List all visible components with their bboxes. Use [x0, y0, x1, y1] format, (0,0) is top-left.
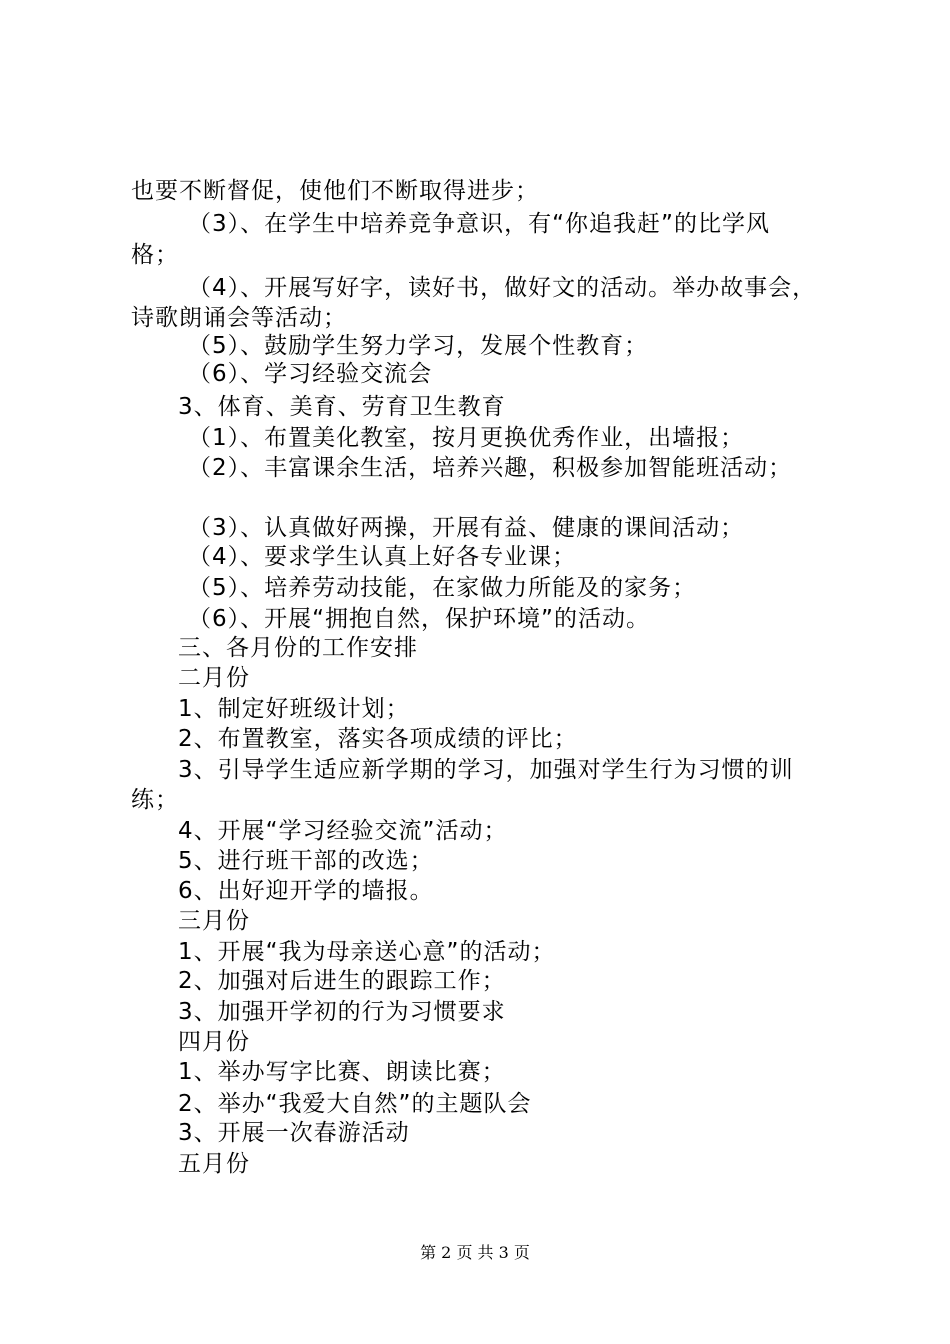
text-line: 也要不断督促，使他们不断取得进步； — [131, 178, 539, 204]
text-line: 3、加强开学初的行为习惯要求 — [178, 999, 506, 1025]
text-line: 2、举办“我爱大自然”的主题队会 — [178, 1091, 532, 1117]
text-line: 3、引导学生适应新学期的学习，加强对学生行为习惯的训 — [178, 757, 794, 783]
text-line: （3）、认真做好两操，开展有益、健康的课间活动； — [188, 515, 745, 541]
text-line: 二月份 — [178, 665, 250, 691]
text-line: 2、加强对后进生的跟踪工作； — [178, 968, 506, 994]
text-line: 3、体育、美育、劳育卫生教育 — [178, 394, 506, 420]
text-line: （6）、开展“拥抱自然，保护环境”的活动。 — [188, 606, 650, 632]
text-line: 5、进行班干部的改选； — [178, 848, 434, 874]
text-line: 2、布置教室，落实各项成绩的评比； — [178, 726, 578, 752]
text-line: 4、开展“学习经验交流”活动； — [178, 818, 508, 844]
text-line: 三月份 — [178, 908, 250, 934]
page-number-footer: 第 2 页 共 3 页 — [420, 1243, 530, 1262]
text-line: （5）、鼓励学生努力学习，发展个性教育； — [188, 333, 649, 359]
text-line: （6）、学习经验交流会 — [188, 361, 433, 387]
text-line: 6、出好迎开学的墙报。 — [178, 878, 434, 904]
text-line: 四月份 — [178, 1029, 250, 1055]
text-line: 1、制定好班级计划； — [178, 696, 410, 722]
text-line: 格； — [131, 242, 179, 268]
text-line: （1）、布置美化教室，按月更换优秀作业，出墙报； — [188, 425, 745, 451]
text-line: 3、开展一次春游活动 — [178, 1120, 410, 1146]
text-line: （4）、要求学生认真上好各专业课； — [188, 544, 577, 570]
text-line: （5）、培养劳动技能，在家做力所能及的家务； — [188, 575, 697, 601]
text-line: 三、各月份的工作安排 — [178, 635, 418, 661]
text-line: 五月份 — [178, 1151, 250, 1177]
text-line: （4）、开展写好字，读好书，做好文的活动。举办故事会， — [188, 275, 817, 301]
text-line: 1、举办写字比赛、朗读比赛； — [178, 1059, 506, 1085]
text-line: 1、开展“我为母亲送心意”的活动； — [178, 939, 556, 965]
text-line: （2）、丰富课余生活，培养兴趣，积极参加智能班活动； — [188, 455, 793, 481]
text-line: 诗歌朗诵会等活动； — [131, 305, 347, 331]
text-line: 练； — [131, 787, 179, 813]
text-line: （3）、在学生中培养竞争意识，有“你追我赶”的比学风 — [188, 211, 770, 237]
